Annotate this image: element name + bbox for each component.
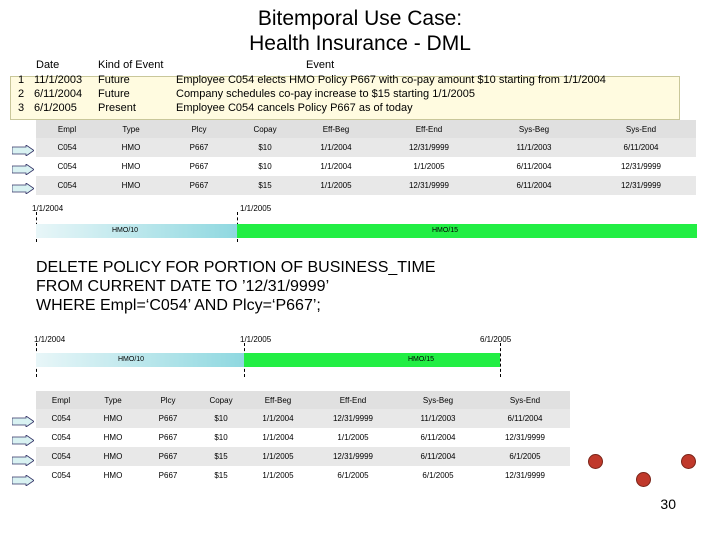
row-arrow-icon	[12, 183, 34, 194]
timeline2-tick	[500, 343, 501, 377]
cell: 1/1/2004	[262, 414, 294, 423]
cell: 6/11/2004	[420, 452, 456, 461]
event-row-1-kind: Future	[98, 74, 130, 86]
cell: P667	[158, 414, 178, 423]
cell: 12/31/9999	[408, 143, 450, 152]
cell: C054	[51, 414, 71, 423]
bitemporal-table-2	[36, 391, 570, 485]
bitemporal-table-1	[36, 120, 696, 195]
cell: P667	[189, 162, 209, 171]
event-row-1-num: 1	[18, 74, 25, 86]
cell: HMO	[121, 143, 141, 152]
timeline1-label-1: HMO/10	[112, 227, 139, 234]
sql-line-3: WHERE Empl=‘C054’ AND Plcy=‘P667’;	[36, 297, 321, 314]
cell: C054	[57, 181, 77, 190]
cell: 1/1/2004	[262, 433, 294, 442]
event-row-2-text: Company schedules co-pay increase to $15 starting 1/1/2005	[176, 88, 476, 100]
cell: 11/1/2003	[420, 414, 456, 423]
cell: 12/31/9999	[504, 471, 546, 480]
cell: $15	[258, 181, 272, 190]
table-row	[36, 138, 696, 157]
col-sys-beg: Sys-Beg	[396, 391, 480, 409]
row-arrow-icon	[12, 416, 34, 427]
table-row	[36, 447, 570, 466]
cell: 1/1/2005	[320, 181, 352, 190]
cell: C054	[51, 452, 71, 461]
col-plcy: Plcy	[164, 120, 234, 138]
row-arrow-icon	[12, 164, 34, 175]
timeline2-date-3: 6/1/2005	[480, 335, 512, 344]
col-sys-end: Sys-End	[586, 120, 696, 138]
cell: P667	[158, 471, 178, 480]
col-copay: Copay	[196, 391, 246, 409]
events-header-event: Event	[306, 59, 335, 71]
row-arrow-icon	[12, 475, 34, 486]
cell: 6/11/2004	[507, 414, 543, 423]
cell: 1/1/2005	[337, 433, 369, 442]
col-eff-end: Eff-End	[376, 120, 482, 138]
cell: P667	[158, 452, 178, 461]
col-sys-end: Sys-End	[480, 391, 570, 409]
timeline1-segment-hmo15	[237, 224, 697, 238]
cell: P667	[189, 143, 209, 152]
cell: C054	[57, 162, 77, 171]
cell: 6/1/2005	[337, 471, 369, 480]
col-eff-beg: Eff-Beg	[296, 120, 376, 138]
cell: 12/31/9999	[504, 433, 546, 442]
cell: HMO	[103, 433, 123, 442]
row-arrow-icon	[12, 435, 34, 446]
cell: 1/1/2004	[320, 162, 352, 171]
cell: HMO	[103, 452, 123, 461]
cell: 1/1/2005	[262, 471, 294, 480]
cell: $10	[258, 143, 272, 152]
col-eff-end: Eff-End	[310, 391, 396, 409]
cell: 6/11/2004	[623, 143, 659, 152]
sql-line-1: DELETE POLICY FOR PORTION OF BUSINESS_TIME	[36, 259, 436, 276]
sql-line-2: FROM CURRENT DATE TO ’12/31/9999’	[36, 278, 330, 295]
cell: 6/1/2005	[422, 471, 454, 480]
col-empl: Empl	[36, 120, 98, 138]
col-empl: Empl	[36, 391, 86, 409]
cell: 12/31/9999	[620, 181, 662, 190]
event-row-2-date: 6/11/2004	[34, 88, 83, 100]
title-line-2: Health Insurance - DML	[249, 32, 471, 55]
cell: P667	[189, 181, 209, 190]
cell: HMO	[121, 181, 141, 190]
cell: 6/11/2004	[420, 433, 456, 442]
cell: 6/11/2004	[516, 162, 552, 171]
cell: C054	[51, 471, 71, 480]
cell: C054	[51, 433, 71, 442]
table-row	[36, 466, 570, 485]
row-arrow-icon	[12, 455, 34, 466]
table-row	[36, 428, 570, 447]
table-row	[36, 157, 696, 176]
timeline2-label-1: HMO/10	[118, 356, 145, 363]
marker-dot-icon	[636, 472, 651, 487]
page-number: 30	[660, 496, 676, 512]
cell: 12/31/9999	[620, 162, 662, 171]
timeline2-label-2: HMO/15	[408, 356, 435, 363]
cell: HMO	[103, 471, 123, 480]
events-header-kind: Kind of Event	[98, 59, 164, 71]
sql-statement	[36, 258, 436, 315]
table-row	[36, 409, 570, 428]
cell: $10	[214, 414, 228, 423]
table-header-row	[36, 391, 570, 409]
cell: HMO	[103, 414, 123, 423]
cell: 1/1/2005	[262, 452, 294, 461]
row-arrow-icon	[12, 145, 34, 156]
timeline2-date-2: 1/1/2005	[240, 335, 272, 344]
timeline2-segment-hmo15	[244, 353, 500, 367]
table-header-row	[36, 120, 696, 138]
slide-title	[0, 6, 720, 56]
event-row-3-date: 6/1/2005	[34, 102, 77, 114]
cell: 12/31/9999	[332, 452, 374, 461]
cell: HMO	[121, 162, 141, 171]
timeline2-date-1: 1/1/2004	[34, 335, 66, 344]
timeline1-date-1: 1/1/2004	[32, 204, 64, 213]
cell: 12/31/9999	[408, 181, 450, 190]
event-row-1-date: 11/1/2003	[34, 74, 83, 86]
col-plcy: Plcy	[140, 391, 196, 409]
cell: $10	[214, 433, 228, 442]
marker-dot-icon	[681, 454, 696, 469]
title-line-1: Bitemporal Use Case:	[257, 7, 463, 30]
cell: $10	[258, 162, 272, 171]
event-row-1-text: Employee C054 elects HMO Policy P667 with co-pay amount $10 starting from 1/1/2004	[176, 74, 606, 86]
cell: $15	[214, 471, 228, 480]
cell: $15	[214, 452, 228, 461]
events-header-date: Date	[36, 59, 60, 71]
event-row-3-num: 3	[18, 102, 25, 114]
cell: P667	[158, 433, 178, 442]
cell: 11/1/2003	[516, 143, 552, 152]
event-row-3-kind: Present	[98, 102, 136, 114]
table-row	[36, 176, 696, 195]
event-row-2-num: 2	[18, 88, 25, 100]
cell: 6/11/2004	[516, 181, 552, 190]
col-type: Type	[86, 391, 140, 409]
cell: 6/1/2005	[509, 452, 541, 461]
timeline1-label-2: HMO/15	[432, 227, 459, 234]
timeline1-date-2: 1/1/2005	[240, 204, 272, 213]
cell: 1/1/2004	[320, 143, 352, 152]
event-row-2-kind: Future	[98, 88, 130, 100]
cell: 12/31/9999	[332, 414, 374, 423]
marker-dot-icon	[588, 454, 603, 469]
event-row-3-text: Employee C054 cancels Policy P667 as of today	[176, 102, 413, 114]
col-sys-beg: Sys-Beg	[482, 120, 586, 138]
col-eff-beg: Eff-Beg	[246, 391, 310, 409]
cell: C054	[57, 143, 77, 152]
col-type: Type	[98, 120, 164, 138]
col-copay: Copay	[234, 120, 296, 138]
cell: 1/1/2005	[413, 162, 445, 171]
